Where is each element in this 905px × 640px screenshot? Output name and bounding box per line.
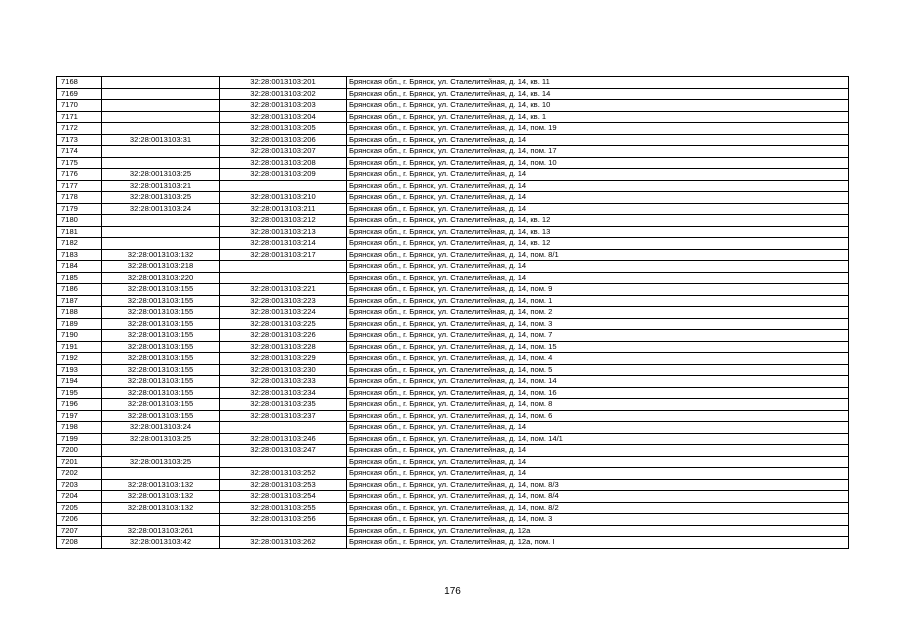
row-number-cell: 7172 [57, 123, 102, 135]
parent-cadastral-number-cell: 32:28:0013103:21 [102, 180, 220, 192]
table-row [57, 479, 849, 491]
row-number-cell: 7180 [57, 215, 102, 227]
row-number-cell: 7185 [57, 272, 102, 284]
row-number-cell: 7205 [57, 502, 102, 514]
cadastral-number-cell [220, 422, 347, 434]
address-cell: Брянская обл., г. Брянск, ул. Сталелитейная, д. 14 [347, 261, 849, 273]
parent-cadastral-number-cell: 32:28:0013103:261 [102, 525, 220, 537]
cadastral-number-cell: 32:28:0013103:211 [220, 203, 347, 215]
address-cell: Брянская обл., г. Брянск, ул. Сталелитейная, д. 14, кв. 10 [347, 100, 849, 112]
parent-cadastral-number-cell [102, 215, 220, 227]
table-row [57, 111, 849, 123]
table-row [57, 88, 849, 100]
cadastral-number-cell: 32:28:0013103:256 [220, 514, 347, 526]
row-number-cell: 7193 [57, 364, 102, 376]
row-number-cell: 7199 [57, 433, 102, 445]
cadastral-number-cell: 32:28:0013103:203 [220, 100, 347, 112]
cadastral-number-cell [220, 261, 347, 273]
parent-cadastral-number-cell [102, 100, 220, 112]
address-cell: Брянская обл., г. Брянск, ул. Сталелитейная, д. 14, пом. 2 [347, 307, 849, 319]
cadastral-number-cell: 32:28:0013103:212 [220, 215, 347, 227]
parent-cadastral-number-cell: 32:28:0013103:155 [102, 318, 220, 330]
row-number-cell: 7192 [57, 353, 102, 365]
page-number: 176 [444, 586, 461, 597]
table-row [57, 169, 849, 181]
table-row [57, 318, 849, 330]
table-row [57, 180, 849, 192]
parent-cadastral-number-cell [102, 88, 220, 100]
row-number-cell: 7195 [57, 387, 102, 399]
table-row [57, 330, 849, 342]
address-cell: Брянская обл., г. Брянск, ул. Сталелитейная, д. 14, пом. 14/1 [347, 433, 849, 445]
cadastral-number-cell: 32:28:0013103:221 [220, 284, 347, 296]
address-cell: Брянская обл., г. Брянск, ул. Сталелитейная, д. 14, пом. 8/2 [347, 502, 849, 514]
parent-cadastral-number-cell: 32:28:0013103:24 [102, 422, 220, 434]
table-row [57, 215, 849, 227]
row-number-cell: 7181 [57, 226, 102, 238]
address-cell: Брянская обл., г. Брянск, ул. Сталелитейная, д. 14, пом. 4 [347, 353, 849, 365]
parent-cadastral-number-cell: 32:28:0013103:218 [102, 261, 220, 273]
address-cell: Брянская обл., г. Брянск, ул. Сталелитейная, д. 14, кв. 13 [347, 226, 849, 238]
address-cell: Брянская обл., г. Брянск, ул. Сталелитейная, д. 14 [347, 203, 849, 215]
table-row [57, 284, 849, 296]
row-number-cell: 7168 [57, 77, 102, 89]
cadastral-number-cell: 32:28:0013103:202 [220, 88, 347, 100]
parent-cadastral-number-cell [102, 111, 220, 123]
cadastral-number-cell [220, 456, 347, 468]
cadastral-number-cell: 32:28:0013103:207 [220, 146, 347, 158]
cadastral-number-cell: 32:28:0013103:253 [220, 479, 347, 491]
address-cell: Брянская обл., г. Брянск, ул. Сталелитейная, д. 14 [347, 456, 849, 468]
table-row [57, 491, 849, 503]
address-cell: Брянская обл., г. Брянск, ул. Сталелитейная, д. 14, пом. 15 [347, 341, 849, 353]
cadastral-number-cell: 32:28:0013103:229 [220, 353, 347, 365]
row-number-cell: 7197 [57, 410, 102, 422]
parent-cadastral-number-cell: 32:28:0013103:132 [102, 502, 220, 514]
table-row [57, 307, 849, 319]
row-number-cell: 7194 [57, 376, 102, 388]
address-cell: Брянская обл., г. Брянск, ул. Сталелитейная, д. 14 [347, 272, 849, 284]
address-cell: Брянская обл., г. Брянск, ул. Сталелитейная, д. 14 [347, 445, 849, 457]
row-number-cell: 7203 [57, 479, 102, 491]
row-number-cell: 7204 [57, 491, 102, 503]
parent-cadastral-number-cell [102, 157, 220, 169]
cadastral-number-cell: 32:28:0013103:233 [220, 376, 347, 388]
address-cell: Брянская обл., г. Брянск, ул. Сталелитейная, д. 14, пом. 10 [347, 157, 849, 169]
address-cell: Брянская обл., г. Брянск, ул. Сталелитейная, д. 14, пом. 16 [347, 387, 849, 399]
address-cell: Брянская обл., г. Брянск, ул. Сталелитейная, д. 12а [347, 525, 849, 537]
table-row [57, 445, 849, 457]
cadastral-number-cell: 32:28:0013103:237 [220, 410, 347, 422]
row-number-cell: 7175 [57, 157, 102, 169]
address-cell: Брянская обл., г. Брянск, ул. Сталелитейная, д. 14, пом. 8/1 [347, 249, 849, 261]
address-cell: Брянская обл., г. Брянск, ул. Сталелитейная, д. 14, пом. 19 [347, 123, 849, 135]
address-cell: Брянская обл., г. Брянск, ул. Сталелитейная, д. 14 [347, 169, 849, 181]
row-number-cell: 7196 [57, 399, 102, 411]
cadastral-number-cell: 32:28:0013103:226 [220, 330, 347, 342]
parent-cadastral-number-cell: 32:28:0013103:25 [102, 192, 220, 204]
cadastral-number-cell: 32:28:0013103:217 [220, 249, 347, 261]
parent-cadastral-number-cell [102, 468, 220, 480]
cadastral-number-cell: 32:28:0013103:210 [220, 192, 347, 204]
parent-cadastral-number-cell: 32:28:0013103:155 [102, 364, 220, 376]
table-row [57, 192, 849, 204]
row-number-cell: 7179 [57, 203, 102, 215]
table-row [57, 134, 849, 146]
table-row [57, 261, 849, 273]
parent-cadastral-number-cell: 32:28:0013103:25 [102, 456, 220, 468]
parent-cadastral-number-cell [102, 238, 220, 250]
row-number-cell: 7183 [57, 249, 102, 261]
parent-cadastral-number-cell [102, 445, 220, 457]
row-number-cell: 7173 [57, 134, 102, 146]
table-row [57, 203, 849, 215]
cadastral-number-cell: 32:28:0013103:235 [220, 399, 347, 411]
address-cell: Брянская обл., г. Брянск, ул. Сталелитейная, д. 14, пом. 3 [347, 514, 849, 526]
cadastral-number-cell: 32:28:0013103:252 [220, 468, 347, 480]
address-cell: Брянская обл., г. Брянск, ул. Сталелитейная, д. 14, кв. 12 [347, 238, 849, 250]
parent-cadastral-number-cell [102, 123, 220, 135]
table-row [57, 422, 849, 434]
row-number-cell: 7200 [57, 445, 102, 457]
parent-cadastral-number-cell: 32:28:0013103:25 [102, 169, 220, 181]
row-number-cell: 7174 [57, 146, 102, 158]
address-cell: Брянская обл., г. Брянск, ул. Сталелитейная, д. 14, пом. 5 [347, 364, 849, 376]
table-row [57, 433, 849, 445]
parent-cadastral-number-cell: 32:28:0013103:155 [102, 399, 220, 411]
cadastral-number-cell: 32:28:0013103:246 [220, 433, 347, 445]
parent-cadastral-number-cell [102, 226, 220, 238]
parent-cadastral-number-cell: 32:28:0013103:155 [102, 353, 220, 365]
table-row [57, 399, 849, 411]
row-number-cell: 7208 [57, 537, 102, 549]
table-row [57, 525, 849, 537]
cadastral-number-cell: 32:28:0013103:224 [220, 307, 347, 319]
parent-cadastral-number-cell: 32:28:0013103:24 [102, 203, 220, 215]
row-number-cell: 7170 [57, 100, 102, 112]
cadastral-number-cell: 32:28:0013103:228 [220, 341, 347, 353]
cadastral-number-cell [220, 180, 347, 192]
parent-cadastral-number-cell: 32:28:0013103:155 [102, 330, 220, 342]
parent-cadastral-number-cell: 32:28:0013103:220 [102, 272, 220, 284]
parent-cadastral-number-cell: 32:28:0013103:132 [102, 491, 220, 503]
address-cell: Брянская обл., г. Брянск, ул. Сталелитейная, д. 14 [347, 134, 849, 146]
row-number-cell: 7187 [57, 295, 102, 307]
row-number-cell: 7206 [57, 514, 102, 526]
cadastral-number-cell: 32:28:0013103:255 [220, 502, 347, 514]
address-cell: Брянская обл., г. Брянск, ул. Сталелитейная, д. 14, пом. 8/4 [347, 491, 849, 503]
parent-cadastral-number-cell: 32:28:0013103:25 [102, 433, 220, 445]
parent-cadastral-number-cell: 32:28:0013103:155 [102, 295, 220, 307]
document-page [56, 76, 849, 549]
address-cell: Брянская обл., г. Брянск, ул. Сталелитейная, д. 14, пом. 6 [347, 410, 849, 422]
parent-cadastral-number-cell: 32:28:0013103:31 [102, 134, 220, 146]
address-cell: Брянская обл., г. Брянск, ул. Сталелитейная, д. 14, кв. 12 [347, 215, 849, 227]
row-number-cell: 7188 [57, 307, 102, 319]
row-number-cell: 7177 [57, 180, 102, 192]
row-number-cell: 7189 [57, 318, 102, 330]
parent-cadastral-number-cell: 32:28:0013103:155 [102, 410, 220, 422]
cadastral-number-cell: 32:28:0013103:223 [220, 295, 347, 307]
address-cell: Брянская обл., г. Брянск, ул. Сталелитейная, д. 14, пом. 1 [347, 295, 849, 307]
row-number-cell: 7198 [57, 422, 102, 434]
table-body [57, 77, 849, 549]
parent-cadastral-number-cell [102, 514, 220, 526]
cadastral-table [56, 76, 849, 549]
cadastral-number-cell: 32:28:0013103:262 [220, 537, 347, 549]
table-row [57, 100, 849, 112]
cadastral-number-cell [220, 525, 347, 537]
table-row [57, 410, 849, 422]
address-cell: Брянская обл., г. Брянск, ул. Сталелитейная, д. 14, пом. 7 [347, 330, 849, 342]
table-row [57, 146, 849, 158]
table-row [57, 468, 849, 480]
row-number-cell: 7207 [57, 525, 102, 537]
cadastral-number-cell: 32:28:0013103:214 [220, 238, 347, 250]
row-number-cell: 7169 [57, 88, 102, 100]
cadastral-number-cell: 32:28:0013103:225 [220, 318, 347, 330]
table-row [57, 295, 849, 307]
row-number-cell: 7190 [57, 330, 102, 342]
parent-cadastral-number-cell: 32:28:0013103:42 [102, 537, 220, 549]
table-row [57, 364, 849, 376]
address-cell: Брянская обл., г. Брянск, ул. Сталелитейная, д. 14, кв. 1 [347, 111, 849, 123]
parent-cadastral-number-cell: 32:28:0013103:155 [102, 376, 220, 388]
table-row [57, 376, 849, 388]
table-row [57, 77, 849, 89]
row-number-cell: 7186 [57, 284, 102, 296]
row-number-cell: 7182 [57, 238, 102, 250]
cadastral-number-cell: 32:28:0013103:230 [220, 364, 347, 376]
cadastral-number-cell: 32:28:0013103:205 [220, 123, 347, 135]
address-cell: Брянская обл., г. Брянск, ул. Сталелитейная, д. 14, пом. 14 [347, 376, 849, 388]
parent-cadastral-number-cell: 32:28:0013103:155 [102, 387, 220, 399]
cadastral-number-cell: 32:28:0013103:209 [220, 169, 347, 181]
table-row [57, 387, 849, 399]
row-number-cell: 7191 [57, 341, 102, 353]
address-cell: Брянская обл., г. Брянск, ул. Сталелитейная, д. 14 [347, 192, 849, 204]
table-row [57, 249, 849, 261]
row-number-cell: 7202 [57, 468, 102, 480]
parent-cadastral-number-cell: 32:28:0013103:155 [102, 341, 220, 353]
row-number-cell: 7184 [57, 261, 102, 273]
row-number-cell: 7176 [57, 169, 102, 181]
parent-cadastral-number-cell: 32:28:0013103:155 [102, 284, 220, 296]
table-row [57, 353, 849, 365]
address-cell: Брянская обл., г. Брянск, ул. Сталелитейная, д. 14, пом. 3 [347, 318, 849, 330]
address-cell: Брянская обл., г. Брянск, ул. Сталелитейная, д. 12а, пом. I [347, 537, 849, 549]
parent-cadastral-number-cell [102, 77, 220, 89]
address-cell: Брянская обл., г. Брянск, ул. Сталелитейная, д. 14, кв. 14 [347, 88, 849, 100]
cadastral-number-cell: 32:28:0013103:206 [220, 134, 347, 146]
address-cell: Брянская обл., г. Брянск, ул. Сталелитейная, д. 14, кв. 11 [347, 77, 849, 89]
table-row [57, 341, 849, 353]
table-row [57, 157, 849, 169]
table-row [57, 514, 849, 526]
cadastral-number-cell: 32:28:0013103:234 [220, 387, 347, 399]
cadastral-number-cell: 32:28:0013103:247 [220, 445, 347, 457]
cadastral-number-cell: 32:28:0013103:208 [220, 157, 347, 169]
table-row [57, 226, 849, 238]
row-number-cell: 7171 [57, 111, 102, 123]
address-cell: Брянская обл., г. Брянск, ул. Сталелитейная, д. 14, пом. 17 [347, 146, 849, 158]
table-row [57, 272, 849, 284]
parent-cadastral-number-cell: 32:28:0013103:132 [102, 479, 220, 491]
table-row [57, 238, 849, 250]
cadastral-number-cell: 32:28:0013103:213 [220, 226, 347, 238]
cadastral-number-cell [220, 272, 347, 284]
row-number-cell: 7178 [57, 192, 102, 204]
address-cell: Брянская обл., г. Брянск, ул. Сталелитейная, д. 14, пом. 8/3 [347, 479, 849, 491]
address-cell: Брянская обл., г. Брянск, ул. Сталелитейная, д. 14, пом. 8 [347, 399, 849, 411]
parent-cadastral-number-cell: 32:28:0013103:132 [102, 249, 220, 261]
cadastral-number-cell: 32:28:0013103:204 [220, 111, 347, 123]
address-cell: Брянская обл., г. Брянск, ул. Сталелитейная, д. 14 [347, 422, 849, 434]
cadastral-number-cell: 32:28:0013103:201 [220, 77, 347, 89]
parent-cadastral-number-cell: 32:28:0013103:155 [102, 307, 220, 319]
address-cell: Брянская обл., г. Брянск, ул. Сталелитейная, д. 14 [347, 468, 849, 480]
row-number-cell: 7201 [57, 456, 102, 468]
address-cell: Брянская обл., г. Брянск, ул. Сталелитейная, д. 14 [347, 180, 849, 192]
address-cell: Брянская обл., г. Брянск, ул. Сталелитейная, д. 14, пом. 9 [347, 284, 849, 296]
table-row [57, 537, 849, 549]
table-row [57, 502, 849, 514]
table-row [57, 456, 849, 468]
cadastral-number-cell: 32:28:0013103:254 [220, 491, 347, 503]
table-row [57, 123, 849, 135]
parent-cadastral-number-cell [102, 146, 220, 158]
